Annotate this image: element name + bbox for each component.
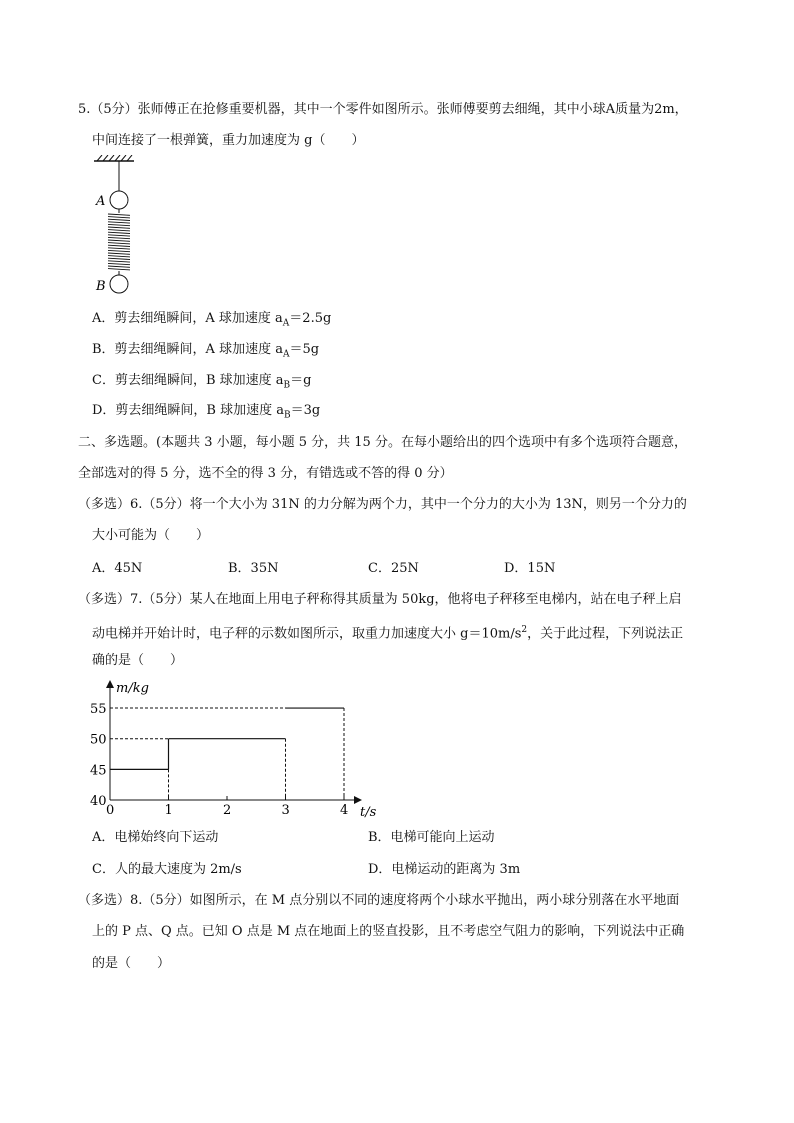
q7-mass-time-chart [88, 676, 388, 822]
q5-option-a: A．剪去细绳瞬间，A 球加速度 $a_A=2.5g$ [92, 311, 332, 329]
q6-stem-line2: 大小可能为（ ） [92, 528, 210, 543]
x-tick-label-2: 2 [223, 803, 232, 818]
y-tick-label-40: 40 [90, 794, 107, 809]
q7-option-a: A．电梯始终向下运动 [92, 830, 219, 845]
q6-option-c: C．25N [368, 561, 419, 576]
x-tick-label-3: 3 [281, 803, 290, 818]
x-tick-label-1: 1 [164, 803, 173, 818]
q5-option-c: C．剪去细绳瞬间，B 球加速度 $a_B=g$ [92, 373, 312, 391]
section2-heading-line2: 全部选对的得 5 分，选不全的得 3 分，有错选或不答的得 0 分） [78, 466, 453, 481]
q5-option-b: B．剪去细绳瞬间，A 球加速度 $a_A=5g$ [92, 342, 320, 360]
ball-b-label: B [96, 279, 106, 294]
q7-option-d: D．电梯运动的距离为 3m [368, 862, 521, 877]
y-tick-label-45: 45 [90, 763, 107, 779]
q7-stem-line2: 动电梯并开始计时，电子秤的示数如图所示，取重力加速度大小 $g=10m/s^2$，关于此过程，下列说法正 [92, 625, 684, 642]
q5-option-d: D．剪去细绳瞬间，B 球加速度 $a_B=3g$ [92, 403, 321, 421]
x-tick-label-4: 4 [340, 803, 349, 818]
q6-stem-line1: （多选）6.（5分）将一个大小为 31N 的力分解为两个力，其中一个分力的大小为 13N，则另一个分力的 [78, 497, 687, 512]
x-axis-label: t/s [360, 805, 377, 820]
y-tick-label-55: 55 [90, 702, 107, 718]
q6-option-d: D．15N [504, 561, 556, 576]
section2-heading-line1: 二、多选题。(本题共 3 小题，每小题 5 分，共 15 分。在每小题给出的四个选项中有多个选项符合题意， [78, 435, 687, 450]
q8-stem-line1: （多选）8.（5分）如图所示，在 M 点分别以不同的速度将两个小球水平抛出，两小球分别落在水平地面 [78, 893, 680, 908]
y-axis-label: m/kg [116, 681, 149, 696]
y-tick-label-50: 50 [90, 732, 107, 748]
x-tick-label-0: 0 [106, 803, 115, 818]
q8-stem-line2: 上的 P 点、Q 点。已知 O 点是 M 点在地面上的竖直投影，且不考虑空气阻力的影响，下列说法中正确 [92, 924, 685, 939]
q5-stem-line2: 中间连接了一根弹簧，重力加速度为 g（ ） [92, 133, 365, 148]
q7-stem-line1: （多选）7.（5分）某人在地面上用电子秤称得其质量为 50kg，他将电子秤移至电梯内，站在电子秤上启 [78, 592, 682, 607]
q5-stem-line1: 5.（5分）张师傅正在抢修重要机器，其中一个零件如图所示。张师傅要剪去细绳，其中小球A质量为2m， [78, 102, 688, 117]
ball-a-label: A [96, 194, 106, 209]
q7-option-b: B．电梯可能向上运动 [368, 830, 495, 845]
q7-option-c: C．人的最大速度为 2m/s [92, 862, 242, 877]
q8-stem-line3: 的是（ ） [92, 956, 171, 971]
q7-stem-line3: 确的是（ ） [92, 653, 184, 668]
q6-option-b: B．35N [228, 561, 279, 576]
q5-spring-figure [88, 155, 148, 297]
q6-option-a: A．45N [92, 561, 143, 576]
